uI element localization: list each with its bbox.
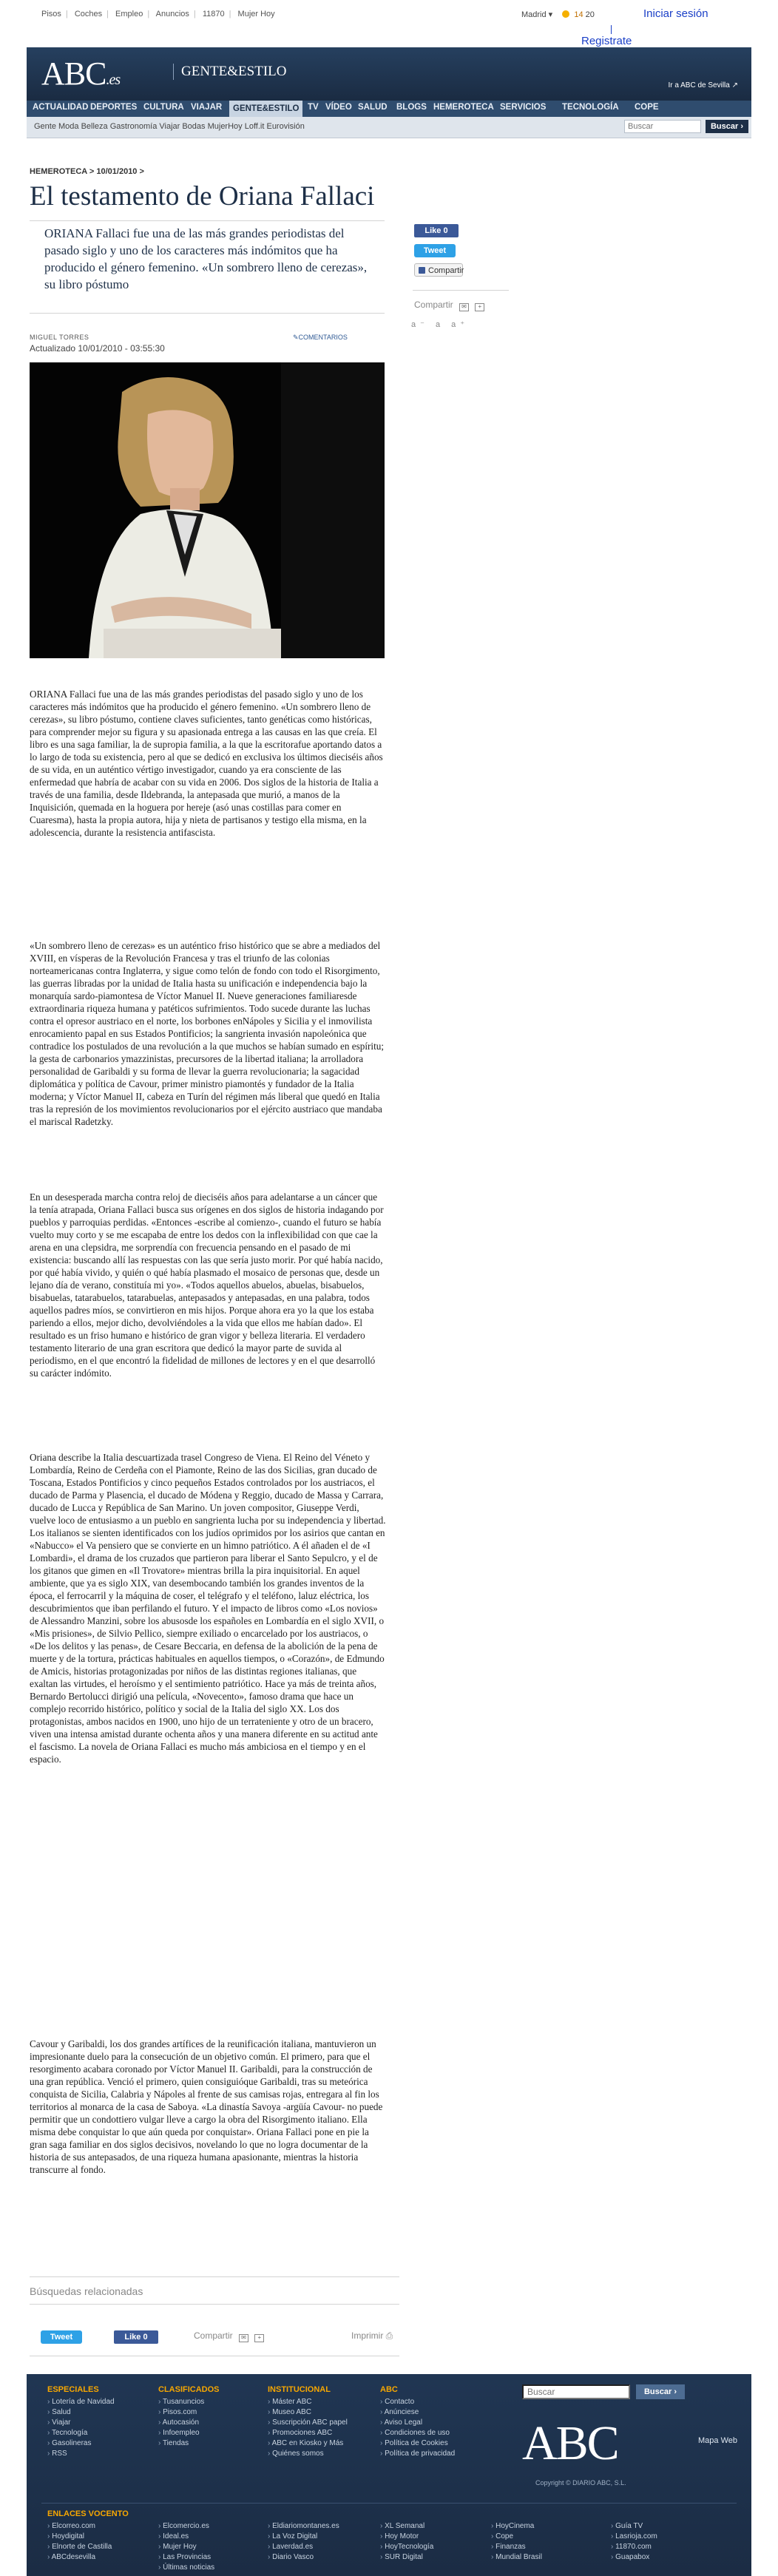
facebook-like-button[interactable]: Like 0: [414, 224, 459, 237]
comment-icon: ✎: [293, 334, 299, 341]
compartir-bar: [414, 300, 484, 311]
breadcrumb-section[interactable]: HEMEROTECA: [30, 167, 87, 176]
page-title: El testamento de Oriana Fallaci: [30, 181, 375, 212]
footer-vocento-col-6: [611, 2521, 657, 2563]
footer-vocento-col-4: [380, 2521, 433, 2563]
divider: [30, 2304, 399, 2305]
footer-link[interactable]: › Cope: [491, 2532, 542, 2542]
temp-high: 20: [585, 10, 595, 19]
footer-vocento-col-2: [158, 2521, 214, 2573]
sun-icon: [562, 10, 569, 18]
abc-logo[interactable]: ABC.es: [41, 55, 121, 92]
footer-link[interactable]: › Elcomercio.es: [158, 2521, 214, 2532]
main-nav: [27, 101, 751, 117]
footer-vocento-col-3: [268, 2521, 339, 2563]
top-link-pisos[interactable]: Pisos: [41, 10, 61, 18]
footer-link[interactable]: › Diario Vasco: [268, 2552, 339, 2563]
footer-link[interactable]: › Ideal.es: [158, 2532, 214, 2542]
share-button[interactable]: Compartir: [414, 263, 463, 277]
footer-link[interactable]: › ABCdesevilla: [47, 2552, 129, 2563]
footer-search-button[interactable]: Buscar ›: [636, 2384, 685, 2399]
article-paragraph: En un desesperada marcha contra reloj de dieciséis años para adelantarse a un cáncer que la tenía atrapada, Oriana Fallaci busca sus orígenes en dos siglos de historia indagando por pueblos y parroquias perdidas. «Entonces -escribe al comienzo-, cuando el futuro se había vuelto muy corto y se me escapaba de entre los dedos con la inflexibilidad con que cae la arena en una clepsidra, me sorprendía con frecuencia pensando en el pasado de mi existencia: buscando allí las respuestas con las que sería justo morir. Por qué había nacido, por qué había vivido, y quién o qué había plasmado el mosaico de personas que, desde un lejano día de verano, constituía mi yo». «Todos aquellos abuelos, abuelas, bisabuelos, bisabuelas, tatarabuelos, tatarabuelas, antepasados y antepasadas, en una palabra, todos aquellos padres míos, se convirtieron en mis hijos. Porque ahora era yo la que los estaba pariendo a ellos, mejor dicho, devolviéndoles a la vida que ellos me habían dado». El resultado es un friso humano e histórico de gran vigor y belleza literaria. El verdadero testamento literario de una gran escritora que dedicó la mayor parte de suvida al periodismo, en el que encontró la fidelidad de millones de lectores y en el que desarrolló su carácter indómito.: [30, 1191, 384, 1379]
top-bar: [0, 0, 778, 47]
nav-blogs[interactable]: BLOGS: [396, 103, 427, 112]
footer-link[interactable]: › Lotería de Navidad: [47, 2397, 115, 2407]
top-links: Pisos | Coches | Empleo | Anuncios | 11870 | Mujer Hoy: [41, 10, 275, 18]
footer-link[interactable]: › Tusanuncios: [158, 2397, 220, 2407]
footer-link[interactable]: › Viajar: [47, 2418, 115, 2428]
bottom-compartir: [194, 2330, 264, 2342]
top-link-11870[interactable]: 11870: [202, 10, 225, 18]
facebook-like-button[interactable]: Like 0: [114, 2330, 158, 2344]
tweet-button[interactable]: Tweet: [41, 2330, 82, 2344]
nav-deportes[interactable]: DEPORTES: [90, 103, 138, 112]
nav-cultura[interactable]: CULTURA: [143, 103, 184, 112]
article-paragraph: Cavour y Garibaldi, los dos grandes artífices de la reunificación italiana, mantuvieron un impresionante duelo para la consecución de un objetivo común. El primero, para que el resorgimento acabara coronado por Víctor Manuel II. Garibaldi, para la construcción de una gran república. Venció el primero, quien consiguióque Garibaldi, tras su meteórica conquista de Sicilia, Calabria y Nápoles al frente de sus camisas rojas, entregara al fin los territorios al monarca de la casa de Saboya. «La dinastía Savoya -argüía Cavour- no puede permitir que un condottiero vulgar lleve a cargo la obra del Risorgimento italiano. Ella misma debe conquistar lo que aún queda por conquistar». Oriana Fallaci pone en pie la gran saga familiar en dos siglos decisivos, novelando lo que no logra documentar de la historia de sus antepasados, de una riqueza humana apasionante, mientras la historia transcurre al fondo.: [30, 2038, 383, 2175]
footer-link[interactable]: › Pisos.com: [158, 2407, 220, 2418]
compartir-label: Compartir: [194, 2330, 233, 2341]
comments-link[interactable]: ✎COMENTARIOS: [293, 334, 348, 341]
footer-link[interactable]: › Política de privacidad: [380, 2449, 455, 2459]
font-size-controls[interactable]: a⁻ a a⁺: [411, 320, 470, 329]
top-link-empleo[interactable]: Empleo: [115, 10, 143, 18]
divider: [611, 25, 612, 34]
site-header: [27, 47, 751, 101]
footer-link[interactable]: › ABC en Kiosko y Más: [268, 2438, 348, 2449]
breadcrumb: HEMEROTECA > 10/01/2010 >: [30, 167, 144, 176]
oriana-fallaci-portrait: [30, 362, 385, 658]
footer-link[interactable]: › Condiciones de uso: [380, 2428, 455, 2438]
nav-viajar[interactable]: VIAJAR: [191, 103, 223, 112]
article-paragraph: Oriana describe la Italia descuartizada trasel Congreso de Viena. El Reino del Véneto y Lombardía, Reino de Cerdeña con el Piamonte, Reino de las dos Sicilias, gran ducado de Toscana, Estados Pontificios y cinco pequeños Estados controlados por los austriacos, el ducado de Parma y Plasencia, el ducado de Módena y Reggio, ducado de Massa y Carrara, ducado de Lucca y República de San Marino. Un joven compositor, Giuseppe Verdi, vuelve loco de entusiasmo a un pueblo en sangrienta lucha por su independencia y libertad. Los italianos se sienten identificados con los judíos oprimidos por los asirios que cantan en «Nabucco» el Va pensiero que se convierte en un himno patriótico. A él añaden el de «I Lombardi», el drama de los cruzados que partieron para liberar el Santo Sepulcro, y el de los gitanos que gimen en «Il Trovatore» mientras brilla la pira inquisitorial. En aquel ambiente, que ya es siglo XIX, van desembocando también los grandes inventos de la época, el ferrocarril y la máquina de coser, el telégrafo y el teléfono, laluz eléctrica, los descubrimientos que iban perfilando el futuro. Y el impacto de libros como «Los novios» de Alessandro Manzini, sobre los abusosde los españoles en Lombardía en el siglo XVII, o «Mis prisiones», de Silvio Pellico, siempre exiliado o encarcelado por los austriacos, o «De los delitos y las penas», de Cesare Beccaria, en defensa de la abolición de la pena de muerte y de la tortura, prácticas habituales en aquellos tiempos, o «Corazón», de Edmundo de Amicis, historias protagonizadas por niños de las distintas regiones italianas, que exaltan las virtudes, el heroísmo y el sentimiento patriótico. Hace ya más de treinta años, Bernardo Bertolucci dirigió una película, «Novecento», famoso drama que hace un complejo recorrido histórico, político y social de la Italia del siglo XX. Los dos protagonistas, ambos nacidos en 1900, uno hijo de un terrateniente y otro de un bracero, viven una intensa amistad durante ochenta años y una manera diferente en su actitud ante el fascismo. La novela de Oriana Fallaci es mucho más ambiciosa en el tiempo y en el espacio.: [30, 1452, 386, 1765]
footer-link[interactable]: › Mundial Brasil: [491, 2552, 542, 2563]
author-name: MIGUEL TORRES: [30, 334, 89, 341]
footer-link[interactable]: › Últimas noticias: [158, 2563, 214, 2573]
top-link-mujerhoy[interactable]: Mujer Hoy: [237, 10, 275, 18]
nav-video[interactable]: VÍDEO: [325, 103, 352, 112]
divider: [30, 220, 385, 221]
sevilla-link[interactable]: Ir a ABC de Sevilla ↗: [668, 81, 738, 89]
footer-link[interactable]: › Máster ABC: [268, 2397, 348, 2407]
footer-link[interactable]: › Tecnología: [47, 2428, 115, 2438]
footer-link[interactable]: › Mujer Hoy: [158, 2542, 214, 2552]
footer-link[interactable]: › Guapabox: [611, 2552, 657, 2563]
footer-link[interactable]: › HoyTecnología: [380, 2542, 433, 2552]
add-icon[interactable]: +: [475, 303, 484, 311]
article-paragraph: «Un sombrero lleno de cerezas» es un auténtico friso histórico que se abre a mediados del XVIII, en vísperas de la Revolución Francesa y tras el triunfo de las colonias norteamericanas contra Inglaterra, y sigue como telón de fondo con todo el Risorgimento, las guerras libradas por la unidad de Italia hasta su unificación e independencia bajo la monarquía sardo-piamontesa de Víctor Manuel II. Nueve generaciones familiaresde extraordinaria riqueza humana y patéticos sufrimientos. Todo sucede durante las luchas contra el opresor austriaco en el norte, los borbones enNápoles y Sicilia y el inmovilista enrocamiento papal en sus Estados Pontificios; la sangrienta invasión napoleónica que contradice los postulados de una revolución a la que muchos se habían sumado en espíritu; la gesta de carbonarios ymazzinistas, precursores de la libertad italiana; la arrolladora personalidad de Garibaldi y su forma de llevar la guerra revolucionaria; la sagacidad diplomática y política de Cavour, primer ministro piamontés y fundador de la Italia moderna; y Víctor Manuel II, cabeza en Turín del régimen más liberal que quedó en Italia tras la represión de los movimientos revolucionarios por el ejército austriaco que mandaba el mariscal Radetzky.: [30, 940, 385, 1127]
footer-link[interactable]: › HoyCinema: [491, 2521, 542, 2532]
footer-link[interactable]: › SUR Digital: [380, 2552, 433, 2563]
footer-link[interactable]: › Contacto: [380, 2397, 455, 2407]
printer-icon: ⎙: [385, 2330, 393, 2341]
divider: [30, 313, 385, 314]
updated-timestamp: Actualizado 10/01/2010 - 03:55:30: [30, 343, 165, 354]
footer-column-institucional: INSTITUCIONAL › Máster ABC › Museo ABC › Suscripción ABC papel › Promociones ABC › ABC en Kiosko y Más › Quiénes somos: [268, 2384, 348, 2459]
footer-link[interactable]: › Eldiariomontanes.es: [268, 2521, 339, 2532]
nav-tecnologia[interactable]: TECNOLOGÍA: [562, 103, 619, 112]
divider: [41, 2503, 737, 2504]
footer-column-abc: ABC › Contacto › Anúnciese › Aviso Legal › Condiciones de uso › Política de Cookies › Política de privacidad: [380, 2384, 455, 2459]
footer-link[interactable]: › Aviso Legal: [380, 2418, 455, 2428]
footer-link[interactable]: › Finanzas: [491, 2542, 542, 2552]
footer-abc-logo[interactable]: ABC: [522, 2416, 618, 2470]
footer-link[interactable]: › Gasolineras: [47, 2438, 115, 2449]
footer-link[interactable]: › Salud: [47, 2407, 115, 2418]
footer-link[interactable]: › RSS: [47, 2449, 115, 2459]
footer-link[interactable]: › Elnorte de Castilla: [47, 2542, 129, 2552]
footer-link[interactable]: › Autocasión: [158, 2418, 220, 2428]
footer-vocento-col-1: ENLACES VOCENTO › Elcorreo.com › Hoydigital › Elnorte de Castilla › ABCdesevilla: [47, 2509, 129, 2563]
footer-link[interactable]: › Infoempleo: [158, 2428, 220, 2438]
divider: [413, 290, 509, 291]
nav-cope[interactable]: COPE: [635, 103, 659, 112]
email-icon[interactable]: ✉: [239, 2334, 248, 2342]
nav-tv[interactable]: TV: [308, 103, 319, 112]
footer-link[interactable]: › Quiénes somos: [268, 2449, 348, 2459]
footer-link[interactable]: › Lasrioja.com: [611, 2532, 657, 2542]
article-lead: ORIANA Fallaci fue una de las más grandes periodistas del pasado siglo y uno de los caracteres más indómitos que ha producido el género femenino. «Un sombrero lleno de cerezas», su libro póstumo: [44, 226, 368, 291]
email-icon[interactable]: ✉: [459, 303, 469, 311]
article-paragraph: ORIANA Fallaci fue una de las más grandes periodistas del pasado siglo y uno de los caracteres más indómitos que ha producido el género femenino. «Un sombrero lleno de cerezas», su libro póstumo, contiene claves suficientes, tanto genéticas como históricas, para comprender mejor su figura y su apasionada entrega a las causas en las que creía. El libro es una saga familiar, la de supropia familia, a la que la escritorafue aportando datos a lo largo de toda su existencia, pero al que se dedicó en exclusiva los últimos dieciséis años de su vida, en un auténtico vértigo investigador, cuando ya era consciente de las enfermedad que habría de acabar con su vida en 2006. Dos siglos de la historia de Italia a través de una familia, desde Ildebranda, la antepasada que murió, a manos de la Inquisición, quemada en la hoguera por hereje (asó unas costillas para comer en Cuaresma), hasta la propia autora, hija y nieta de partisanos y testigo ella misma, en la adolescencia, durante la resistencia antifascista.: [30, 689, 383, 838]
divider: [30, 2276, 399, 2277]
footer-link[interactable]: › La Voz Digital: [268, 2532, 339, 2542]
city-selector[interactable]: Madrid: [521, 10, 547, 19]
nav-gente-estilo[interactable]: GENTE&ESTILO: [229, 101, 302, 117]
site-map-link[interactable]: Mapa Web: [698, 2436, 737, 2445]
print-link[interactable]: Imprimir ⎙: [351, 2330, 393, 2341]
footer-link[interactable]: › Anúnciese: [380, 2407, 455, 2418]
footer-link[interactable]: › XL Semanal: [380, 2521, 433, 2532]
top-link-coches[interactable]: Coches: [74, 10, 103, 18]
subnav-links[interactable]: Gente Moda Belleza Gastronomía Viajar Bodas MujerHoy Loff.it Eurovisión: [34, 122, 305, 131]
footer-link[interactable]: › Hoy Motor: [380, 2532, 433, 2542]
compartir-label: Compartir: [414, 300, 453, 310]
footer-search-input[interactable]: [522, 2384, 630, 2399]
footer-column-especiales: ESPECIALES › Lotería de Navidad › Salud › Viajar › Tecnología › Gasolineras › RSS: [47, 2384, 115, 2459]
footer-link[interactable]: › Hoydigital: [47, 2532, 129, 2542]
search-input[interactable]: [624, 120, 701, 133]
weather-widget[interactable]: Madrid ▾ 14 20: [521, 10, 595, 19]
footer-link[interactable]: › Tiendas: [158, 2438, 220, 2449]
site-footer: [27, 2374, 751, 2576]
login-link[interactable]: Iniciar sesión: [643, 7, 708, 20]
footer-link[interactable]: › 11870.com: [611, 2542, 657, 2552]
top-link-anuncios[interactable]: Anuncios: [155, 10, 189, 18]
section-title[interactable]: GENTE&ESTILO: [173, 64, 286, 80]
footer-link[interactable]: › Elcorreo.com: [47, 2521, 129, 2532]
search-button[interactable]: Buscar ›: [706, 120, 748, 133]
footer-link[interactable]: › Promociones ABC: [268, 2428, 348, 2438]
nav-hemeroteca[interactable]: HEMEROTECA: [433, 103, 494, 112]
temp-low: 14: [574, 10, 584, 19]
breadcrumb-date[interactable]: 10/01/2010: [96, 167, 138, 176]
footer-link[interactable]: › Política de Cookies: [380, 2438, 455, 2449]
sub-nav: [27, 117, 751, 138]
nav-salud[interactable]: SALUD: [358, 103, 388, 112]
footer-link[interactable]: › Museo ABC: [268, 2407, 348, 2418]
footer-link[interactable]: › Laverdad.es: [268, 2542, 339, 2552]
footer-column-clasificados: CLASIFICADOS › Tusanuncios › Pisos.com › Autocasión › Infoempleo › Tiendas: [158, 2384, 220, 2449]
related-searches-heading: Búsquedas relacionadas: [30, 2285, 143, 2297]
footer-vocento-col-5: [491, 2521, 542, 2563]
footer-link[interactable]: › Las Provincias: [158, 2552, 214, 2563]
register-link[interactable]: Registrate: [581, 35, 632, 47]
tweet-button[interactable]: Tweet: [414, 244, 456, 257]
footer-link[interactable]: › Guía TV: [611, 2521, 657, 2532]
copyright: Copyright © DIARIO ABC, S.L.: [535, 2479, 626, 2487]
add-icon[interactable]: +: [254, 2334, 264, 2342]
article-photo: [30, 362, 385, 658]
footer-link[interactable]: › Suscripción ABC papel: [268, 2418, 348, 2428]
nav-servicios[interactable]: SERVICIOS: [500, 103, 547, 112]
nav-actualidad[interactable]: ACTUALIDAD: [33, 103, 89, 112]
